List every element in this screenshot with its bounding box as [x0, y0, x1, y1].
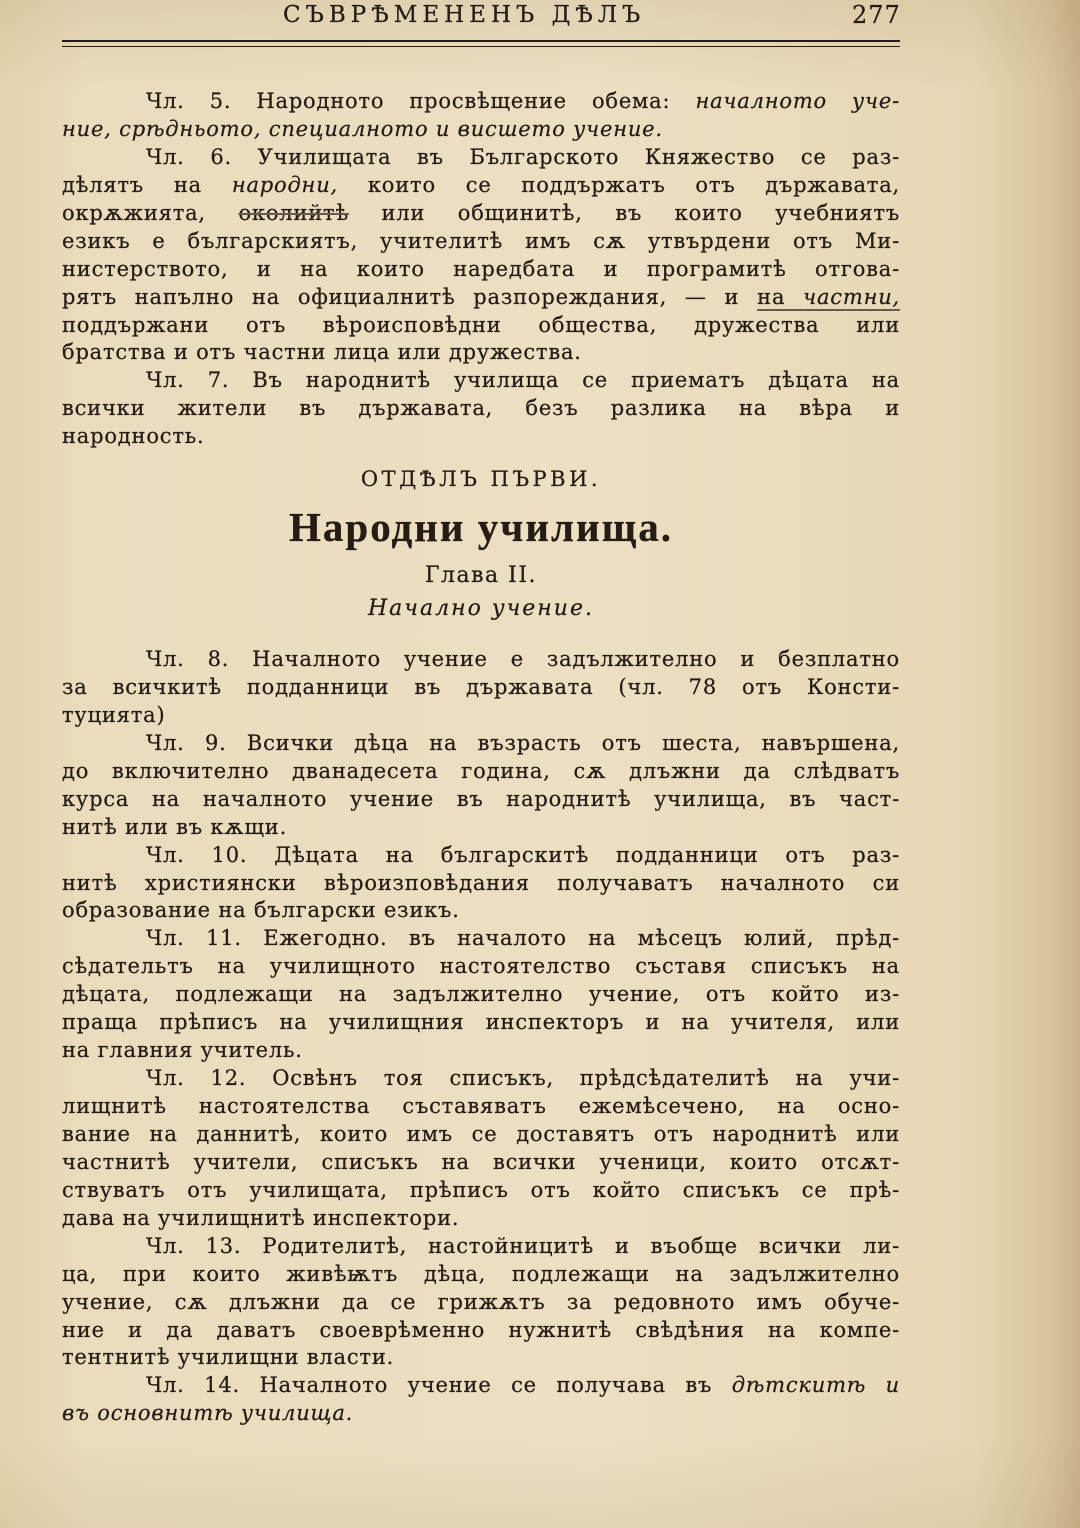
- text-run: поддържани отъ вѣроисповѣдни общества, дружества или: [62, 312, 900, 337]
- text-run: дѣлятъ на: [62, 172, 232, 197]
- text-run: праща прѣписъ на училищния инспекторъ и на учителя, или: [62, 1010, 900, 1035]
- text-run: нитѣ или въ кѫщи.: [62, 814, 288, 839]
- text-line: [62, 1205, 900, 1233]
- division-label: ОТДѢЛЪ ПЪРВИ.: [360, 467, 602, 491]
- text-line: [62, 897, 900, 925]
- text-run: Чл. 5. Народното просвѣщение обема:: [146, 89, 696, 113]
- text-run: нитѣ християнски вѣроизповѣдания получаватъ началното си: [62, 870, 900, 895]
- text-line: [62, 1009, 900, 1037]
- text-line: [62, 981, 900, 1009]
- italic-text: началното уче-: [695, 89, 900, 113]
- text-line: [62, 1400, 900, 1428]
- text-run: дава на училищнитѣ инспектори.: [62, 1205, 460, 1230]
- header-rule-thin: [62, 46, 900, 47]
- text-run: които се поддържатъ отъ държавата,: [338, 172, 901, 197]
- text-run: ние и да даватъ своеврѣменно нужнитѣ свѣдѣния на компе-: [62, 1317, 900, 1342]
- text-run: Чл. 6. Училищата въ Българското Княжество се раз-: [146, 144, 900, 169]
- text-run: Чл. 9. Всички дѣца на възрасть отъ шеста, навършена,: [146, 730, 900, 755]
- text-run: всички жители въ държавата, безъ разлика на вѣра и: [62, 396, 900, 421]
- pencil-underlined-text: на: [757, 284, 804, 309]
- text-run: образование на български езикъ.: [62, 898, 460, 923]
- text-line: [62, 646, 900, 674]
- article-paragraph: [62, 1372, 900, 1428]
- text-line: [62, 953, 900, 981]
- text-run: Чл. 13. Родителитѣ, настойницитѣ и въобще всички ли-: [146, 1233, 900, 1258]
- text-run: тентнитѣ училищни власти.: [62, 1345, 395, 1370]
- text-line: [62, 1372, 900, 1400]
- italic-text: въ основнитѣ училища.: [62, 1401, 354, 1426]
- text-run: частнитѣ учители, списъкъ на всички ученици, които отсѫт-: [62, 1149, 900, 1174]
- text-line: [62, 925, 900, 953]
- text-line: [62, 1233, 900, 1261]
- text-run: Чл. 10. Дѣцата на българскитѣ подданници отъ раз-: [146, 842, 900, 867]
- text-line: [62, 702, 900, 730]
- article-paragraph: [62, 925, 900, 1065]
- text-run: сѣдательтъ на училищното настоятелство съставя списъкъ на: [62, 954, 900, 979]
- text-line: [62, 1317, 900, 1345]
- text-run: учение, сѫ длъжни да се грижѫтъ за редовното имъ обуче-: [62, 1289, 900, 1314]
- text-line: [62, 1121, 900, 1149]
- text-run: вание на даннитѣ, които имъ се доставятъ отъ народнитѣ или: [62, 1121, 900, 1146]
- article-paragraph: [62, 842, 900, 926]
- text-run: нистерството, и на които наредбата и програмитѣ отгова-: [62, 256, 900, 281]
- article-paragraph: [62, 367, 900, 451]
- text-run: народность.: [62, 424, 205, 449]
- text-run: за всичкитѣ подданници въ държавата (чл. 78 отъ Консти-: [62, 674, 900, 699]
- text-line: [62, 367, 900, 395]
- text-run: или общинитѣ, въ които учебниятъ: [348, 200, 900, 225]
- text-line: [62, 172, 900, 200]
- text-line: [62, 1149, 900, 1177]
- article-paragraph: [62, 1065, 900, 1233]
- article-paragraph: [62, 1233, 900, 1373]
- text-line: [62, 144, 900, 172]
- header-rule-thick: [62, 40, 900, 42]
- article-paragraph: [62, 88, 900, 144]
- text-line: [62, 116, 900, 144]
- text-line: [62, 870, 900, 898]
- text-line: [62, 786, 900, 814]
- running-head-title: СЪВРѢМЕНЕНЪ ДѢЛЪ: [283, 2, 646, 28]
- text-line: [62, 1261, 900, 1289]
- text-run: на главния учитель.: [62, 1038, 303, 1063]
- text-line: [62, 395, 900, 423]
- text-run: рятъ напълно на официалнитѣ разпореждания, — и: [62, 284, 758, 309]
- text-line: [62, 1093, 900, 1121]
- text-block-bottom: [62, 646, 900, 1428]
- article-paragraph: [62, 646, 900, 730]
- text-line: [62, 1177, 900, 1205]
- text-run: Чл. 12. Освѣнъ тоя списъкъ, прѣдсѣдателитѣ на учи-: [146, 1066, 900, 1091]
- text-line: [62, 339, 900, 367]
- text-line: [62, 88, 900, 116]
- pencil-struck-text: околийтѣ: [238, 200, 349, 225]
- division-title: Народни училища.: [289, 504, 673, 550]
- page-number: 277: [852, 1, 901, 29]
- text-run: ца, при които живѣѭтъ дѣца, подлежащи на задължително: [62, 1261, 900, 1286]
- text-line: [62, 758, 900, 786]
- text-line: [62, 674, 900, 702]
- text-line: [62, 312, 900, 340]
- text-run: братства и отъ частни лица или дружества.: [62, 340, 582, 365]
- text-line: [62, 200, 900, 228]
- italic-text: ние, срѣдньото, специалното и висшето учение.: [62, 116, 663, 141]
- article-paragraph: [62, 144, 900, 368]
- text-run: Чл. 8. Началното учение е задължително и безплатно: [146, 647, 900, 671]
- text-line: [62, 1344, 900, 1372]
- text-run: туцията): [62, 702, 166, 727]
- chapter-number: Глава II.: [424, 563, 538, 588]
- text-run: ствуватъ отъ училищата, прѣписъ отъ който списъкъ се прѣ-: [62, 1177, 900, 1202]
- text-block-top: [62, 88, 900, 451]
- chapter-title: Начално учение.: [368, 596, 594, 621]
- text-run: до включително дванадесета година, сѫ длъжни да слѣдватъ: [62, 758, 900, 783]
- text-run: курса на началното учение въ народнитѣ училища, въ част-: [62, 786, 900, 811]
- text-line: [62, 842, 900, 870]
- text-line: [62, 284, 900, 312]
- text-line: [62, 256, 900, 284]
- italic-text: дѣтскитѣ и: [731, 1373, 900, 1398]
- italic-text: народни,: [231, 172, 338, 197]
- text-run: Чл. 14. Началното учение се получава въ: [146, 1373, 732, 1398]
- pencil-underlined-text: частни,: [803, 284, 901, 309]
- text-run: лищнитѣ настоятелства съставяватъ ежемѣсечено, на осно-: [62, 1094, 900, 1118]
- text-line: [62, 1289, 900, 1317]
- text-line: [62, 1037, 900, 1065]
- text-line: [62, 814, 900, 842]
- text-run: Чл. 11. Ежегодно. въ началото на мѣсецъ юлий, прѣд-: [146, 926, 900, 951]
- article-paragraph: [62, 730, 900, 842]
- text-run: Чл. 7. Въ народнитѣ училища се приематъ дѣцата на: [146, 368, 900, 393]
- text-line: [62, 1065, 900, 1093]
- text-run: окрѫжията,: [62, 200, 239, 225]
- text-run: дѣцата, подлежащи на задължително учение, отъ който из-: [62, 982, 900, 1007]
- text-line: [62, 423, 900, 451]
- text-line: [62, 228, 900, 256]
- text-run: езикъ е българскиятъ, учителитѣ имъ сѫ утвърдени отъ Ми-: [62, 228, 900, 253]
- text-line: [62, 730, 900, 758]
